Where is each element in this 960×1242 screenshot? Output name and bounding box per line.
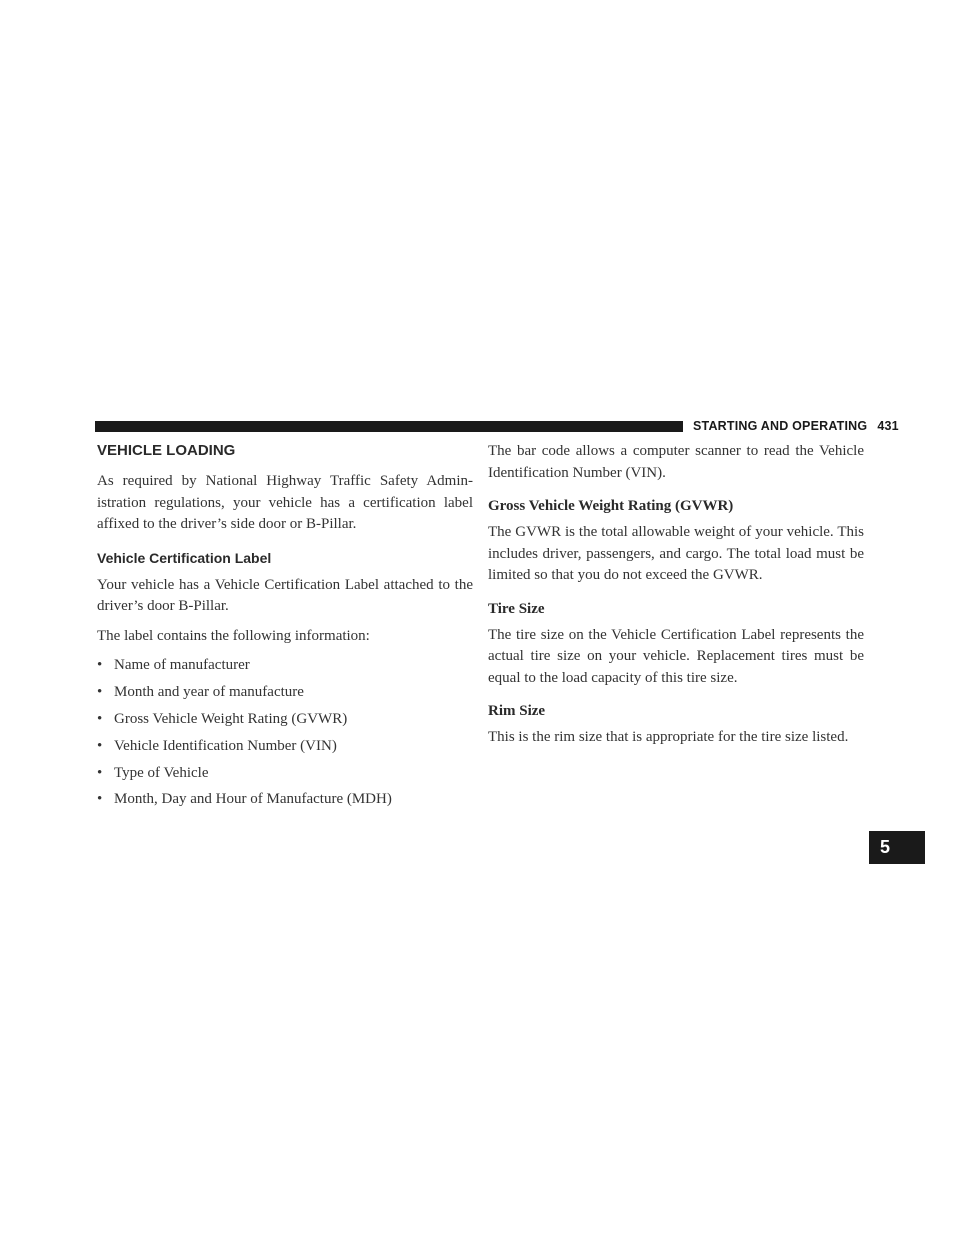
list-item: • Gross Vehicle Weight Rating (GVWR) xyxy=(97,710,348,727)
list-item: • Name of manufacturer xyxy=(97,657,250,673)
certification-label-heading: Vehicle Certification Label xyxy=(97,549,272,566)
left-column xyxy=(97,441,473,816)
list-item: • Type of Vehicle xyxy=(97,764,209,781)
list-item: • Month, Day and Hour of Manufacture (MDH) xyxy=(97,791,392,808)
chapter-tab: 5 xyxy=(869,831,925,864)
list-item: • Vehicle Identification Number (VIN) xyxy=(97,737,337,754)
section-title: VEHICLE LOADING xyxy=(97,442,236,459)
rim-size-heading: Rim Size xyxy=(488,703,546,719)
right-column xyxy=(488,441,864,757)
tire-size-heading: Tire Size xyxy=(488,600,545,617)
list-item: • Month and year of manufacture xyxy=(97,683,304,700)
label-contents-list xyxy=(97,655,473,811)
gvwr-heading: Gross Vehicle Weight Rating (GVWR) xyxy=(488,498,734,514)
tire-size-paragraph: The tire size on the Vehicle Certification Label represents the actual tire size on your vehicle. Replacement tires must be equal to the load capacity of this tire size. xyxy=(488,626,864,686)
barcode-paragraph: The bar code allows a computer scanner to read the Vehicle Identification Number (VIN). xyxy=(488,443,864,481)
intro-paragraph: As required by National Highway Traffic Safety Admin-istration regulations, your vehicle has a certification label affixed to the driver’s side door or B-Pillar. xyxy=(97,473,473,532)
header-rule xyxy=(95,421,683,432)
running-header xyxy=(693,419,899,433)
label-contents-intro: The label contains the following information: xyxy=(97,627,370,644)
page-number: 431 xyxy=(877,419,899,433)
gvwr-paragraph: The GVWR is the total allowable weight of your vehicle. This includes driver, passengers, and cargo. The total load must be limited so that you do not exceed the GVWR. xyxy=(488,524,864,583)
certification-label-paragraph: Your vehicle has a Vehicle Certification Label attached to the driver’s door B-Pillar. xyxy=(97,576,473,614)
header-section-title: STARTING AND OPERATING xyxy=(693,419,868,433)
rim-size-paragraph: This is the rim size that is appropriate for the tire size listed. xyxy=(488,729,849,745)
